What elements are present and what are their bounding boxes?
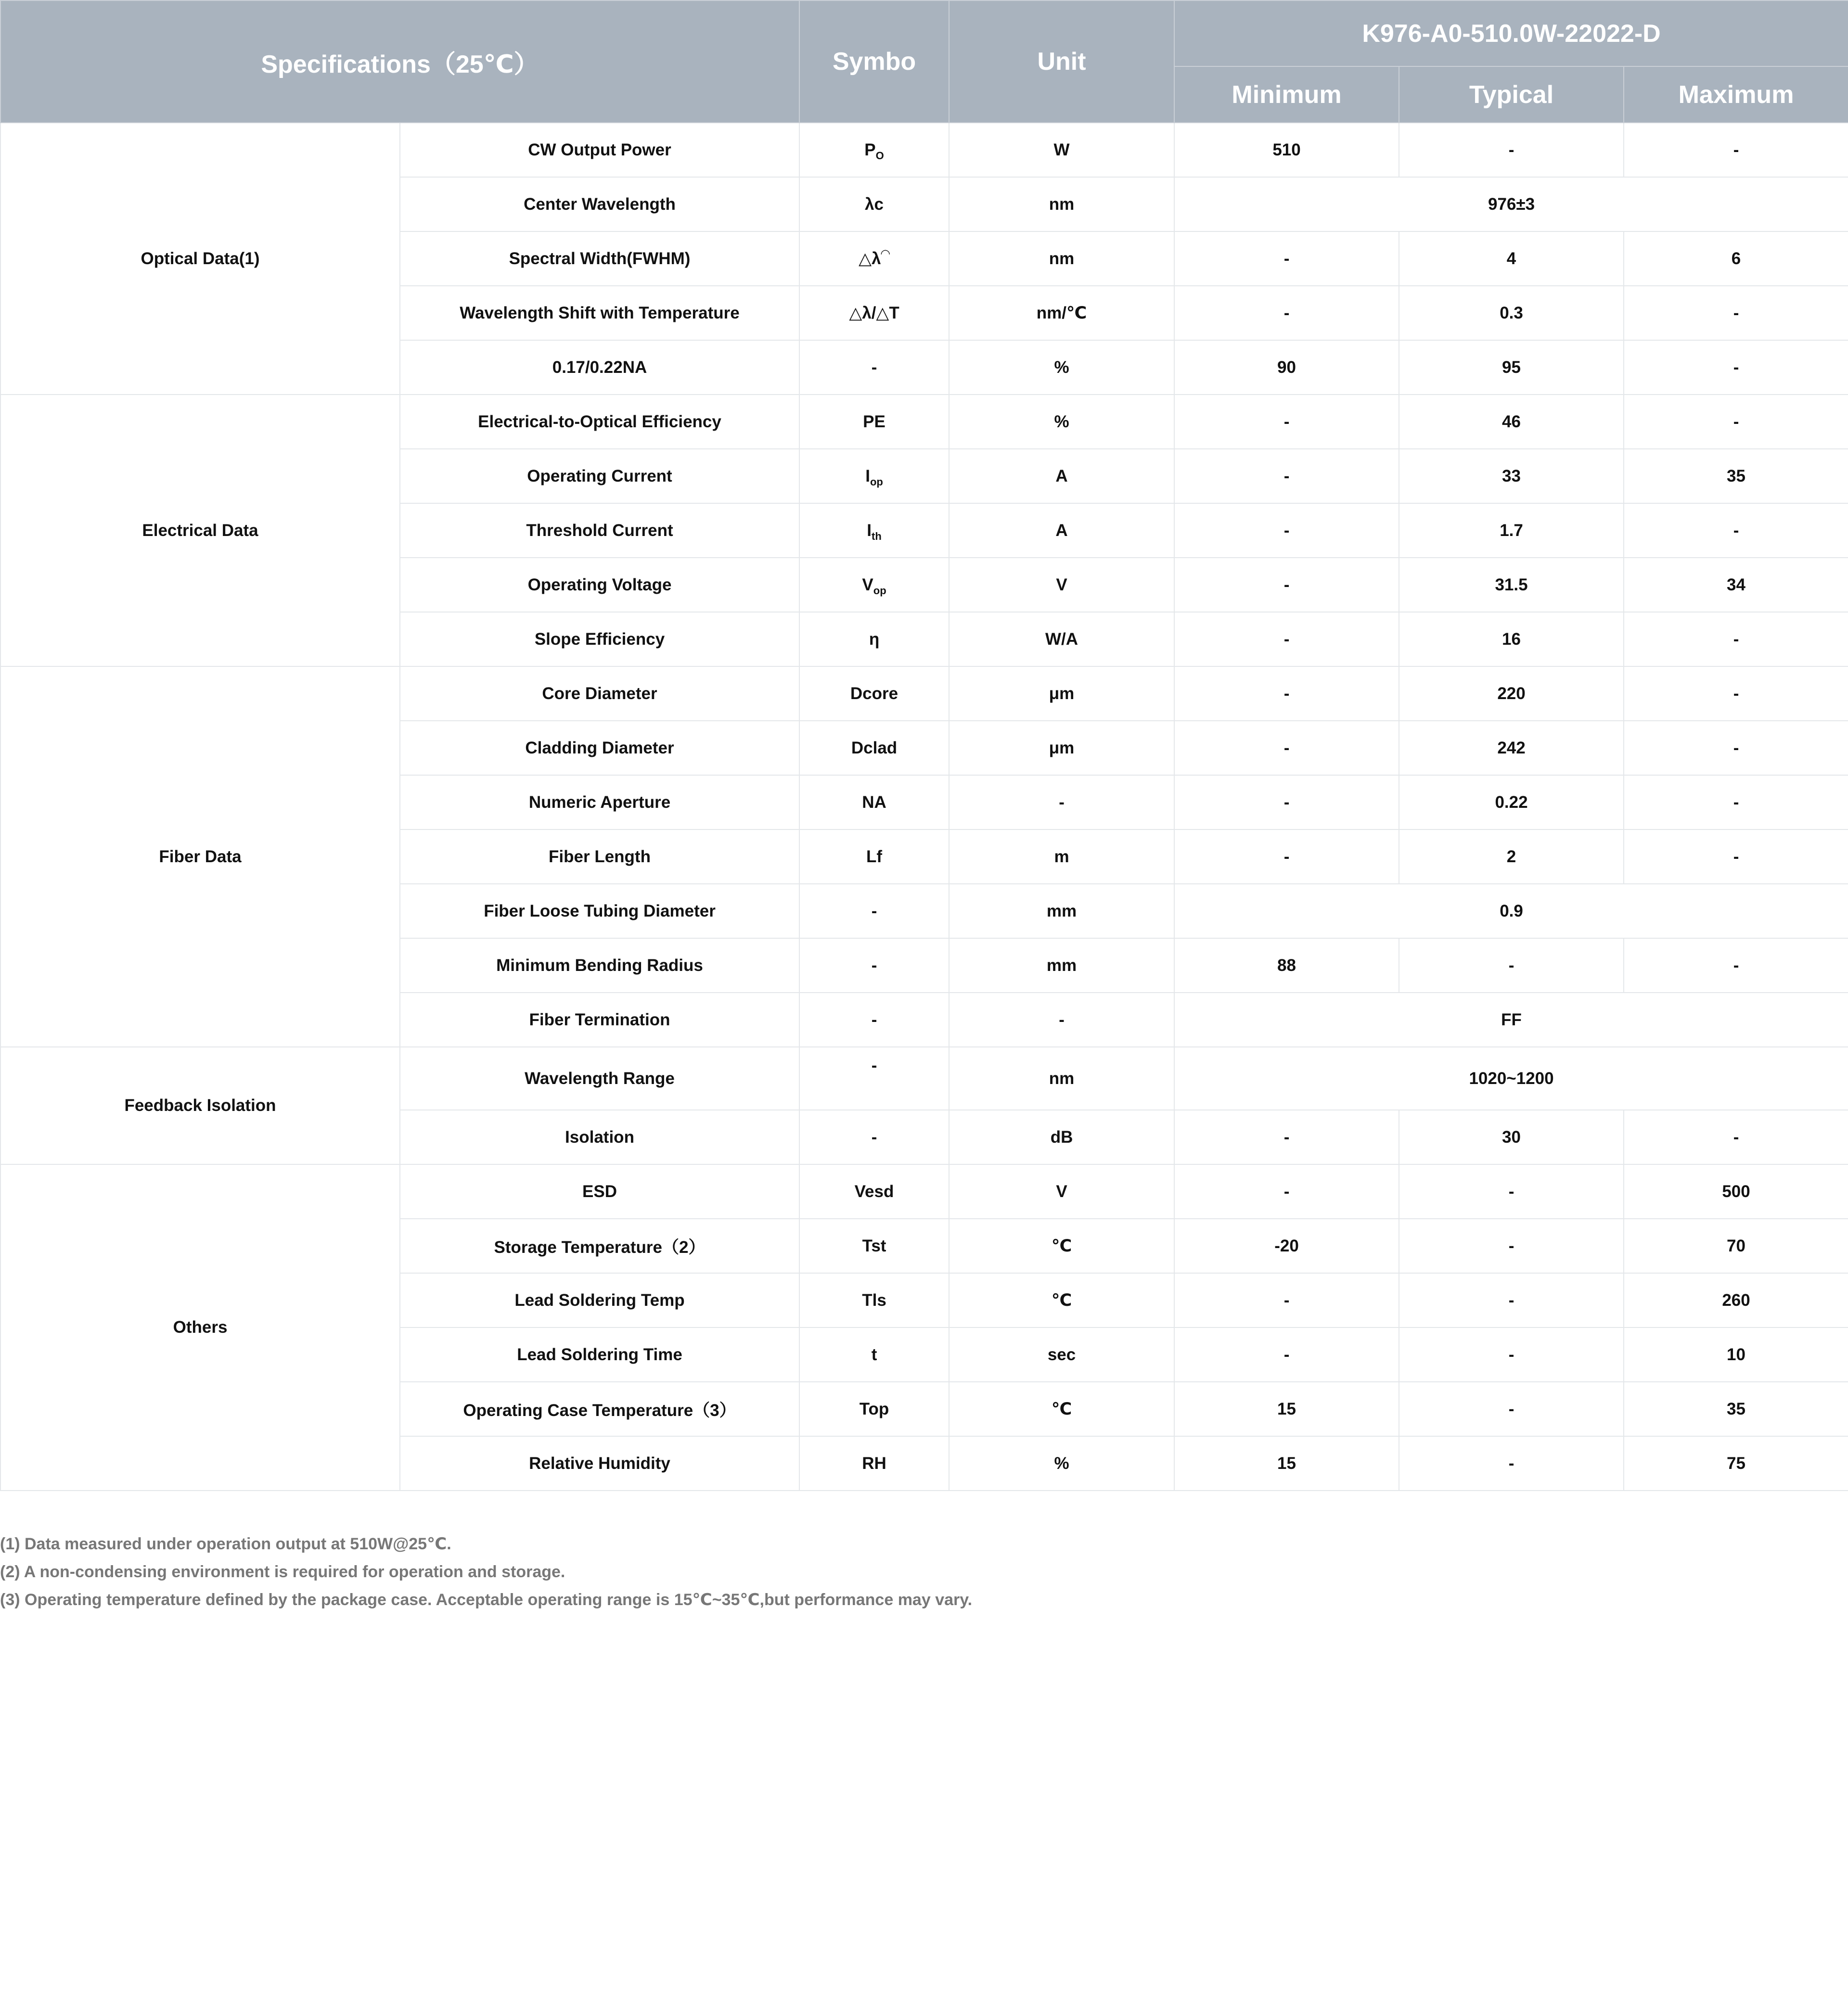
max-cell: 75 <box>1624 1436 1848 1491</box>
typ-cell: 31.5 <box>1399 558 1624 612</box>
min-cell: - <box>1174 1110 1399 1164</box>
symbol-cell: Dclad <box>799 721 949 775</box>
group-feedback-isolation: Feedback Isolation <box>0 1047 400 1164</box>
symbol-cell: PE <box>799 395 949 449</box>
min-cell: - <box>1174 829 1399 884</box>
param-operating-voltage: Operating Voltage <box>400 558 799 612</box>
param-case-temperature: Operating Case Temperature（3） <box>400 1382 799 1436</box>
unit-cell: % <box>949 1436 1174 1491</box>
max-cell: 6 <box>1624 231 1848 286</box>
symbol-cell: △λ/△T <box>799 286 949 340</box>
header-minimum: Minimum <box>1174 66 1399 123</box>
unit-cell: % <box>949 340 1174 395</box>
symbol-cell: - <box>799 1047 949 1110</box>
param-esd: ESD <box>400 1164 799 1219</box>
unit-cell: dB <box>949 1110 1174 1164</box>
max-cell: - <box>1624 340 1848 395</box>
min-cell: - <box>1174 286 1399 340</box>
min-cell: - <box>1174 1327 1399 1382</box>
min-cell: 90 <box>1174 340 1399 395</box>
typ-cell: 242 <box>1399 721 1624 775</box>
unit-cell: - <box>949 993 1174 1047</box>
min-cell: -20 <box>1174 1219 1399 1273</box>
symbol-main: V <box>862 575 873 594</box>
min-cell: - <box>1174 558 1399 612</box>
group-optical: Optical Data(1) <box>0 123 400 395</box>
min-cell: - <box>1174 1164 1399 1219</box>
min-cell: - <box>1174 231 1399 286</box>
symbol-cell: - <box>799 1110 949 1164</box>
min-cell: - <box>1174 721 1399 775</box>
min-cell: - <box>1174 395 1399 449</box>
min-cell: - <box>1174 503 1399 558</box>
max-cell: 260 <box>1624 1273 1848 1327</box>
symbol-cell <box>799 503 949 558</box>
param-tubing-diameter: Fiber Loose Tubing Diameter <box>400 884 799 938</box>
unit-cell: ℃ <box>949 1273 1174 1327</box>
merged-value-cell: 0.9 <box>1174 884 1848 938</box>
symbol-cell: t <box>799 1327 949 1382</box>
typ-cell: 4 <box>1399 231 1624 286</box>
max-cell: - <box>1624 775 1848 829</box>
unit-cell: m <box>949 829 1174 884</box>
footnote-1: (1) Data measured under operation output at 510W@25℃. <box>0 1535 451 1553</box>
merged-value-cell: 1020~1200 <box>1174 1047 1848 1110</box>
header-typical: Typical <box>1399 66 1624 123</box>
param-relative-humidity: Relative Humidity <box>400 1436 799 1491</box>
group-electrical: Electrical Data <box>0 395 400 666</box>
footnote-2: (2) A non-condensing environment is required for operation and storage. <box>0 1563 565 1581</box>
footnotes <box>0 1530 972 1614</box>
max-cell: - <box>1624 286 1848 340</box>
param-operating-current: Operating Current <box>400 449 799 503</box>
param-wavelength-range: Wavelength Range <box>400 1047 799 1110</box>
symbol-cell: Vesd <box>799 1164 949 1219</box>
typ-cell: - <box>1399 938 1624 993</box>
min-cell: 15 <box>1174 1436 1399 1491</box>
footnote-3: (3) Operating temperature defined by the package case. Acceptable operating range is 15℃~35℃,but performance may vary. <box>0 1591 973 1609</box>
max-cell: - <box>1624 395 1848 449</box>
min-cell: - <box>1174 449 1399 503</box>
typ-cell: - <box>1399 1219 1624 1273</box>
symbol-cell <box>799 123 949 177</box>
symbol-cell: η <box>799 612 949 666</box>
unit-cell: μm <box>949 666 1174 721</box>
typ-cell: 95 <box>1399 340 1624 395</box>
param-cladding-diameter: Cladding Diameter <box>400 721 799 775</box>
symbol-subscript: th <box>872 530 882 542</box>
symbol-subscript: O <box>875 149 884 162</box>
param-eo-efficiency: Electrical-to-Optical Efficiency <box>400 395 799 449</box>
group-others: Others <box>0 1164 400 1491</box>
symbol-cell <box>799 231 949 286</box>
symbol-main: I <box>867 521 872 540</box>
typ-cell: 30 <box>1399 1110 1624 1164</box>
symbol-main: △λ <box>859 249 881 268</box>
typ-cell: 0.22 <box>1399 775 1624 829</box>
min-cell: 15 <box>1174 1382 1399 1436</box>
symbol-cell: Tst <box>799 1219 949 1273</box>
unit-cell: W/A <box>949 612 1174 666</box>
max-cell: 35 <box>1624 1382 1848 1436</box>
symbol-main: I <box>865 466 870 485</box>
symbol-cell: - <box>799 993 949 1047</box>
symbol-cell: NA <box>799 775 949 829</box>
max-cell: - <box>1624 721 1848 775</box>
max-cell: - <box>1624 503 1848 558</box>
unit-cell: V <box>949 1164 1174 1219</box>
param-slope-efficiency: Slope Efficiency <box>400 612 799 666</box>
typ-cell: - <box>1399 1436 1624 1491</box>
max-cell: - <box>1624 123 1848 177</box>
typ-cell: 2 <box>1399 829 1624 884</box>
typ-cell: - <box>1399 1327 1624 1382</box>
param-threshold-current: Threshold Current <box>400 503 799 558</box>
group-fiber: Fiber Data <box>0 666 400 1047</box>
typ-cell: 33 <box>1399 449 1624 503</box>
table-row <box>0 395 1848 449</box>
typ-cell: 16 <box>1399 612 1624 666</box>
symbol-cell: - <box>799 884 949 938</box>
unit-cell: mm <box>949 938 1174 993</box>
symbol-cell <box>799 449 949 503</box>
typ-cell: 220 <box>1399 666 1624 721</box>
unit-cell: nm <box>949 231 1174 286</box>
param-center-wavelength: Center Wavelength <box>400 177 799 231</box>
symbol-cell <box>799 558 949 612</box>
symbol-cell: Top <box>799 1382 949 1436</box>
symbol-cell: - <box>799 938 949 993</box>
param-soldering-temp: Lead Soldering Temp <box>400 1273 799 1327</box>
symbol-main: P <box>864 140 876 159</box>
unit-cell: V <box>949 558 1174 612</box>
typ-cell: 0.3 <box>1399 286 1624 340</box>
header-maximum: Maximum <box>1624 66 1848 123</box>
unit-cell: mm <box>949 884 1174 938</box>
typ-cell: 1.7 <box>1399 503 1624 558</box>
max-cell: - <box>1624 666 1848 721</box>
param-core-diameter: Core Diameter <box>400 666 799 721</box>
table-row <box>0 1047 1848 1110</box>
symbol-mark: ◠ <box>881 247 890 260</box>
max-cell: 35 <box>1624 449 1848 503</box>
typ-cell: - <box>1399 1164 1624 1219</box>
min-cell: 88 <box>1174 938 1399 993</box>
param-isolation: Isolation <box>400 1110 799 1164</box>
symbol-cell: Tls <box>799 1273 949 1327</box>
min-cell: - <box>1174 666 1399 721</box>
table-row <box>0 666 1848 721</box>
param-spectral-width: Spectral Width(FWHM) <box>400 231 799 286</box>
unit-cell: A <box>949 503 1174 558</box>
param-na-ratio: 0.17/0.22NA <box>400 340 799 395</box>
unit-cell: ℃ <box>949 1219 1174 1273</box>
max-cell: 10 <box>1624 1327 1848 1382</box>
param-wavelength-shift: Wavelength Shift with Temperature <box>400 286 799 340</box>
header-unit: Unit <box>949 0 1174 123</box>
max-cell: - <box>1624 829 1848 884</box>
max-cell: - <box>1624 612 1848 666</box>
table-row <box>0 123 1848 177</box>
param-fiber-termination: Fiber Termination <box>400 993 799 1047</box>
param-soldering-time: Lead Soldering Time <box>400 1327 799 1382</box>
symbol-cell: RH <box>799 1436 949 1491</box>
unit-cell: sec <box>949 1327 1174 1382</box>
symbol-subscript: op <box>870 475 883 488</box>
table-row <box>0 1164 1848 1219</box>
unit-cell: nm <box>949 177 1174 231</box>
max-cell: 34 <box>1624 558 1848 612</box>
unit-cell: - <box>949 775 1174 829</box>
unit-cell: ℃ <box>949 1382 1174 1436</box>
unit-cell: W <box>949 123 1174 177</box>
typ-cell: - <box>1399 1273 1624 1327</box>
param-fiber-length: Fiber Length <box>400 829 799 884</box>
header-specifications: Specifications（25℃） <box>0 0 799 123</box>
unit-cell: μm <box>949 721 1174 775</box>
symbol-cell: - <box>799 340 949 395</box>
unit-cell: nm/℃ <box>949 286 1174 340</box>
unit-cell: nm <box>949 1047 1174 1110</box>
max-cell: - <box>1624 938 1848 993</box>
param-storage-temperature: Storage Temperature（2） <box>400 1219 799 1273</box>
symbol-cell: Dcore <box>799 666 949 721</box>
unit-cell: % <box>949 395 1174 449</box>
max-cell: 70 <box>1624 1219 1848 1273</box>
typ-cell: - <box>1399 1382 1624 1436</box>
param-bending-radius: Minimum Bending Radius <box>400 938 799 993</box>
max-cell: 500 <box>1624 1164 1848 1219</box>
param-numeric-aperture: Numeric Aperture <box>400 775 799 829</box>
min-cell: - <box>1174 1273 1399 1327</box>
min-cell: 510 <box>1174 123 1399 177</box>
param-cw-output-power: CW Output Power <box>400 123 799 177</box>
min-cell: - <box>1174 612 1399 666</box>
typ-cell: - <box>1399 123 1624 177</box>
max-cell: - <box>1624 1110 1848 1164</box>
unit-cell: A <box>949 449 1174 503</box>
symbol-cell: λc <box>799 177 949 231</box>
merged-value-cell: FF <box>1174 993 1848 1047</box>
header-symbol: Symbo <box>799 0 949 123</box>
min-cell: - <box>1174 775 1399 829</box>
symbol-cell: Lf <box>799 829 949 884</box>
typ-cell: 46 <box>1399 395 1624 449</box>
symbol-subscript: op <box>873 584 886 597</box>
header-model: K976-A0-510.0W-22022-D <box>1174 0 1848 66</box>
merged-value-cell: 976±3 <box>1174 177 1848 231</box>
